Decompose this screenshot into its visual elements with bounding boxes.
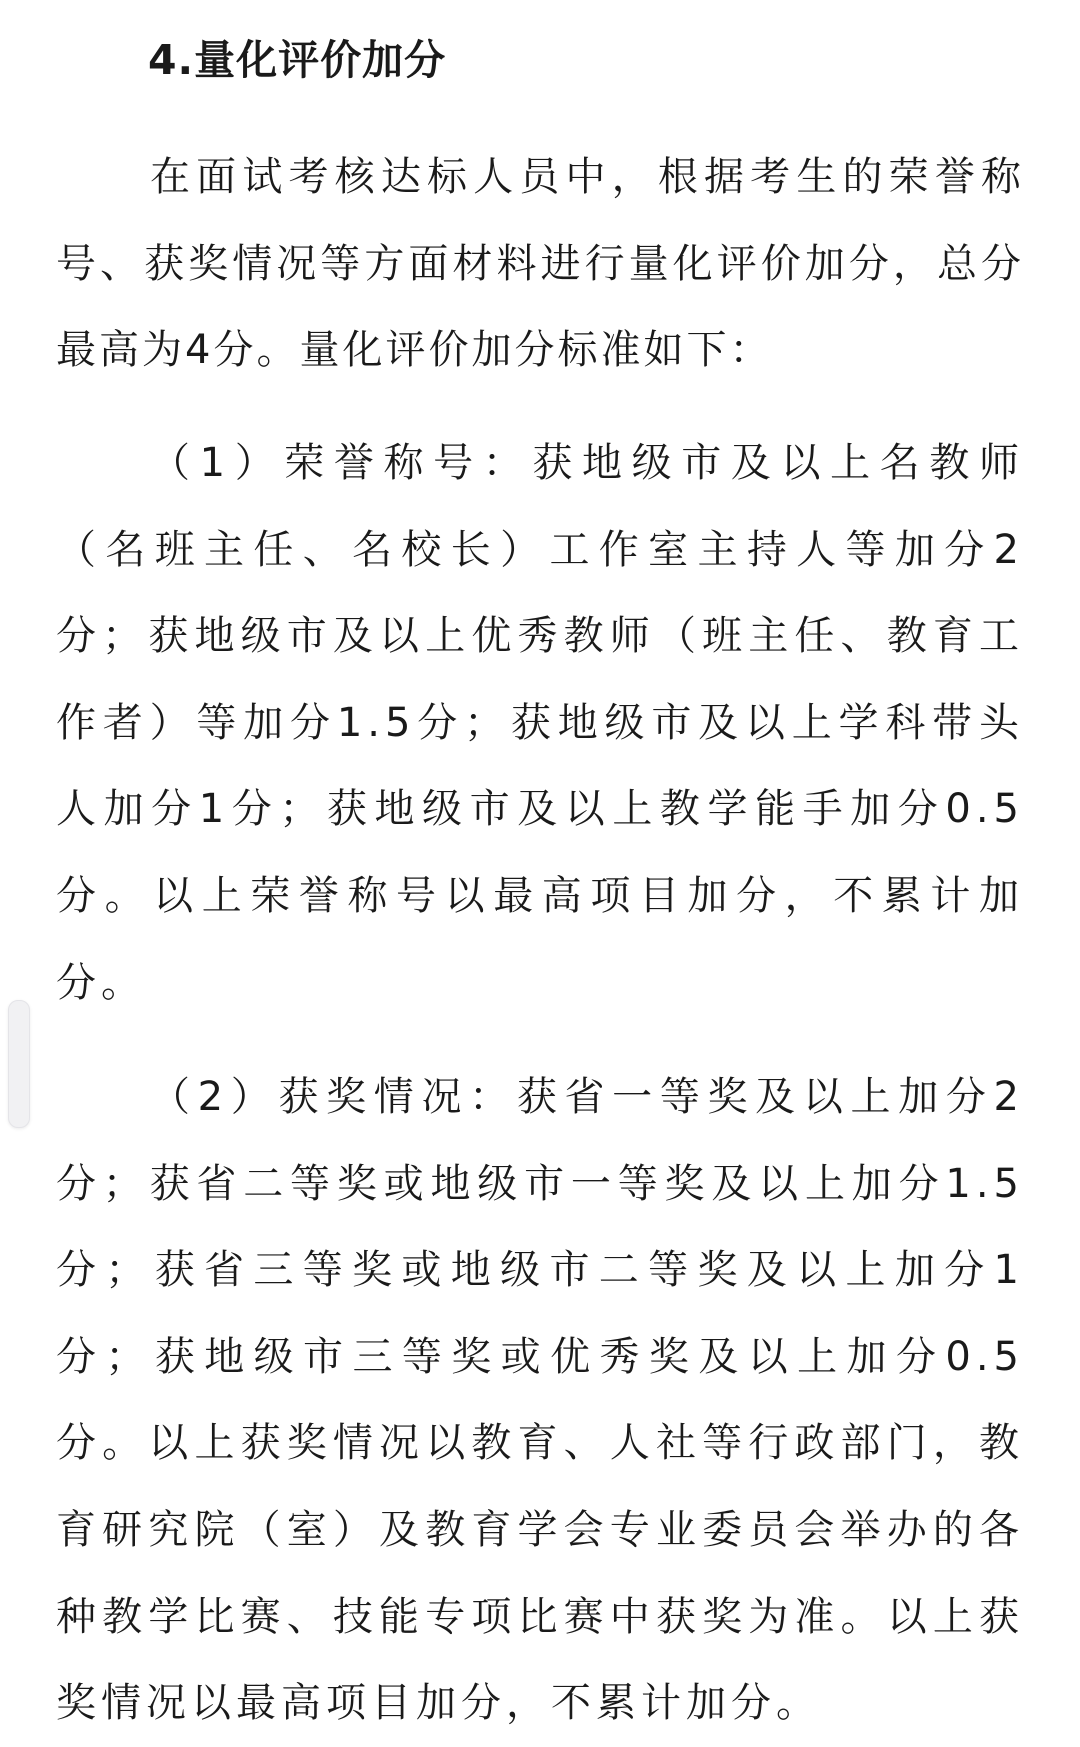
- award-paragraph: （2）获奖情况：获省一等奖及以上加分2分；获省二等奖或地级市一等奖及以上加分1.5分；获省三等奖或地级市二等奖及以上加分1分；获地级市三等奖或优秀奖及以上加分0.5分。以上获奖情况以教育、人社等行政部门，教育研究院（室）及教育学会专业委员会举办的各种教学比赛、技能专项比赛中获奖为准。以上获奖情况以最高项目加分，不累计加分。: [56, 1074, 1024, 1727]
- honor-title-paragraph: （1）荣誉称号：获地级市及以上名教师（名班主任、名校长）工作室主持人等加分2分；获地级市及以上优秀教师（班主任、教育工作者）等加分1.5分；获地级市及以上学科带头人加分1分；获地级市及以上教学能手加分0.5分。以上荣誉称号以最高项目加分，不累计加分。: [56, 440, 1024, 1006]
- edge-drag-handle[interactable]: [8, 1000, 30, 1128]
- intro-paragraph: 在面试考核达标人员中，根据考生的荣誉称号、获奖情况等方面材料进行量化评价加分，总分最高为4分。量化评价加分标准如下：: [56, 154, 1024, 374]
- section-heading: 4.量化评价加分: [148, 36, 447, 84]
